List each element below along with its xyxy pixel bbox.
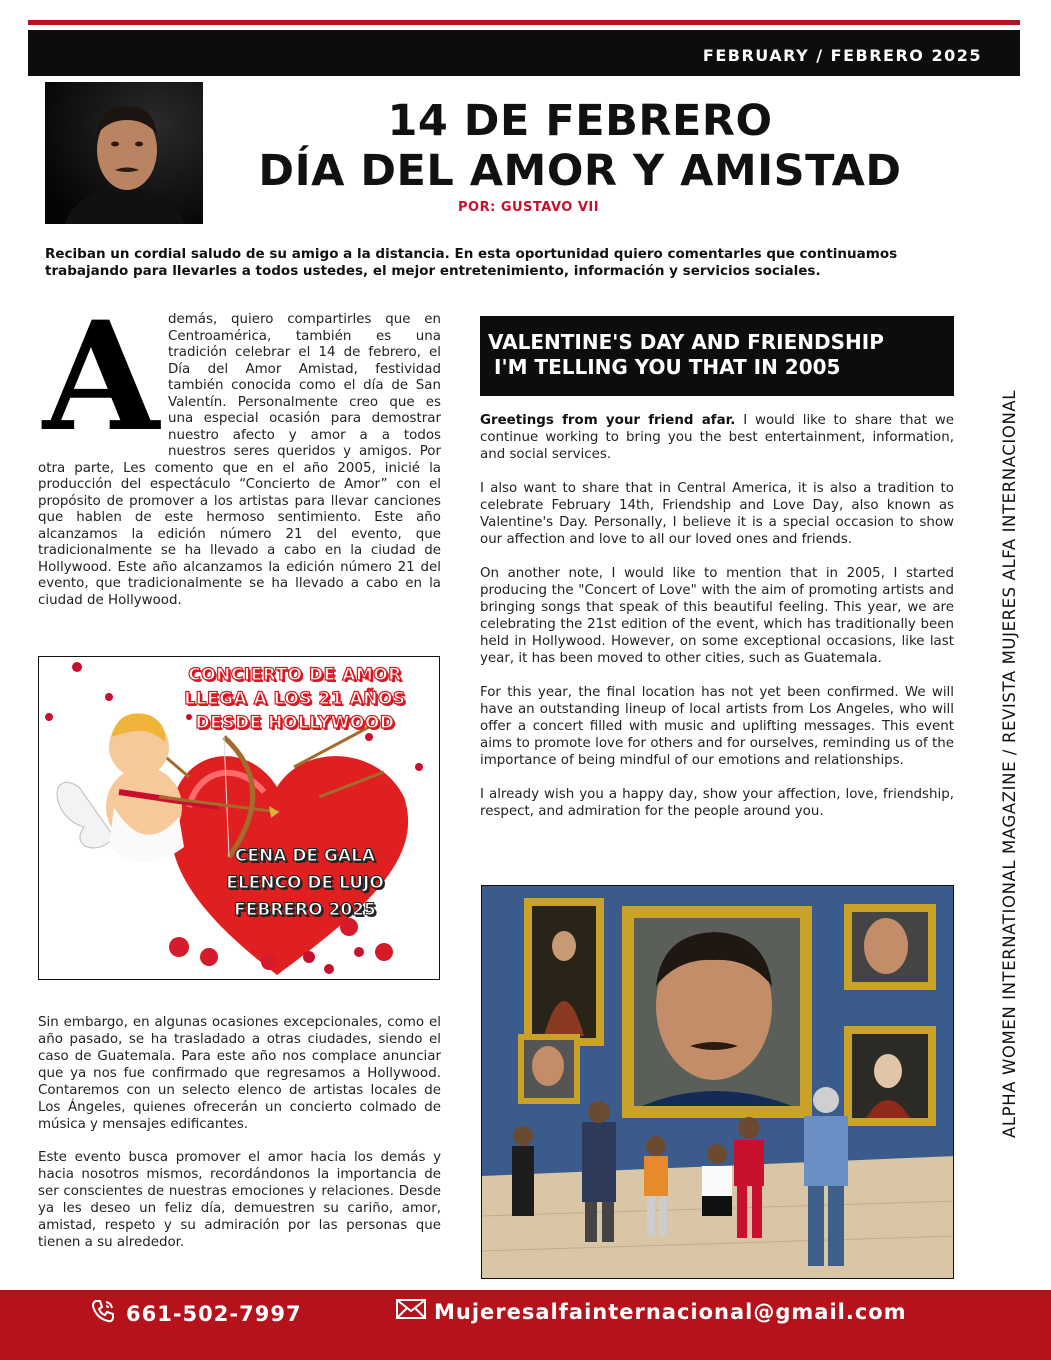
promo-line-3: DESDE HOLLYWOOD — [195, 713, 395, 733]
museum-gallery-image — [481, 885, 954, 1279]
promo-line-2: LLEGA A LOS 21 AÑOS — [184, 689, 406, 709]
english-paragraph-4: For this year, the final location has not yet been confirmed. We will have an outstanding lineup of local artists from Los Angeles, who will offer a concert filled with music and uplifting messages. This event aims to promote love for others and for ourselves, reminding us of the importance of being mindful of our emotions and relationships. — [480, 685, 954, 768]
top-red-rule — [28, 20, 1020, 25]
spanish-column-top — [38, 289, 441, 609]
author-photo — [45, 82, 203, 224]
email-address: Mujeresalfainternacional@gmail.com — [434, 1299, 907, 1324]
spanish-paragraph-1: demás, quiero compartirles que en Centroamérica, también es una tradición celebrar el 14 de febrero, el Día del Amor Amistad, festividad también conocida como el día de San Valentín. Personalmente creo que es una especial ocasión para demostrar nuestro afecto y amor a a todos nuestros seres queridos y amigos. Por otra parte, Les comento que en el año 2005, inicié la producción del espectáculo “Concierto de Amor” con el propósito de promover a los artistas para llevar canciones que hablen de este hermoso sentimiento. Este año alcanzamos la edición número 21 del evento, que tradicionalmente se ha llevado a cabo en la ciudad de Hollywood. Este año alcanzamos la edición número 21 del evento, que tradicionalmente se ha llevado a cabo en la ciudad de Hollywood. — [38, 312, 441, 608]
english-paragraph-2: I also want to share that in Central America, it is also a tradition to celebrate February 14th, Friendship and Love Day, also known as Valentine's Day. Personally, I believe it is a special occasion to show our affection and love to all our loved ones and friends. — [480, 481, 954, 547]
promo-line-4: CENA DE GALA — [234, 846, 376, 866]
promo-line-6: FEBRERO 2025 — [234, 900, 376, 920]
footer-email[interactable] — [396, 1298, 907, 1325]
english-paragraph-3: On another note, I would like to mention that in 2005, I started producing the "Concert of Love" with the aim of promoting artists and bringing songs that speak of this beautiful feeling. This year, we are celebrating the 21st edition of the event, which has traditionally been held in Hollywood. However, on some exceptional occasions, like last year, it has been moved to other cities, such as Guatemala. — [480, 566, 954, 666]
article-title — [220, 96, 940, 196]
author-portrait-illustration — [45, 82, 203, 224]
phone-number: 661-502-7997 — [126, 1301, 302, 1326]
spanish-paragraph-2: Sin embargo, en algunas ocasiones excepcionales, como el año pasado, se ha trasladado a otras ciudades, siendo el caso de Guatemala. Para este año nos complace anunciar que ya nos fue confirmado que regresamos a Hollywood. Contaremos con un selecto elenco de artistas locales de Los Ángeles, quienes ofrecerán un concierto colmado de música y mensajes edificantes. — [38, 1015, 441, 1132]
spanish-paragraph-3: Este evento busca promover el amor hacia los demás y hacia nosotros mismos, recordándonos la importancia de ser conscientes de nuestras emociones y relaciones. Desde ya les deseo un feliz día, demuestren su cariño, amor, amistad, respeto y su admiración por las personas que tienen a su alrededor. — [38, 1150, 441, 1250]
envelope-icon — [396, 1298, 426, 1325]
intro-paragraph: Reciban un cordial saludo de su amigo a la distancia. En esta oportunidad quiero comentarles que continuamos trabajando para llevarles a todos ustedes, el mejor entretenimiento, información y servicios sociales. — [45, 246, 898, 279]
english-heading-line-1: VALENTINE'S DAY AND FRIENDSHIP — [488, 330, 884, 354]
promo-bottom-text — [205, 843, 405, 924]
promo-line-5: ELENCO DE LUJO — [226, 873, 384, 893]
spanish-column-bottom — [38, 1014, 441, 1267]
english-heading-line-2: I'M TELLING YOU THAT IN 2005 — [494, 355, 841, 379]
footer-phone[interactable] — [90, 1298, 302, 1329]
english-column — [480, 412, 954, 837]
magazine-vertical-title: ALPHA WOMEN INTERNATIONAL MAGAZINE / REVISTA MUJERES ALFA INTERNACIONAL — [1000, 389, 1019, 1138]
promo-top-text — [159, 663, 431, 735]
title-line-1: 14 DE FEBRERO — [387, 96, 773, 146]
issue-date: FEBRUARY / FEBRERO 2025 — [702, 46, 982, 65]
museum-gallery-illustration — [482, 886, 954, 1279]
byline: POR: GUSTAVO VII — [458, 200, 600, 215]
english-lead: Greetings from your friend afar. — [480, 413, 736, 428]
footer-bar — [0, 1290, 1051, 1360]
english-paragraph-1 — [480, 412, 954, 463]
english-section-heading — [480, 316, 954, 396]
drop-cap: A — [42, 289, 160, 465]
english-paragraph-1-text: I would like to share that we continue working to bring you the best entertainment, information, and social services. — [480, 413, 955, 462]
english-paragraph-5: I already wish you a happy day, show your affection, love, friendship, respect, and admiration for the people around you. — [480, 787, 954, 819]
promo-line-1: CONCIERTO DE AMOR — [188, 665, 402, 685]
concierto-promo-image — [38, 656, 440, 980]
title-line-2: DÍA DEL AMOR Y AMISTAD — [258, 146, 902, 196]
header-bar — [28, 30, 1020, 76]
phone-icon — [90, 1298, 116, 1329]
